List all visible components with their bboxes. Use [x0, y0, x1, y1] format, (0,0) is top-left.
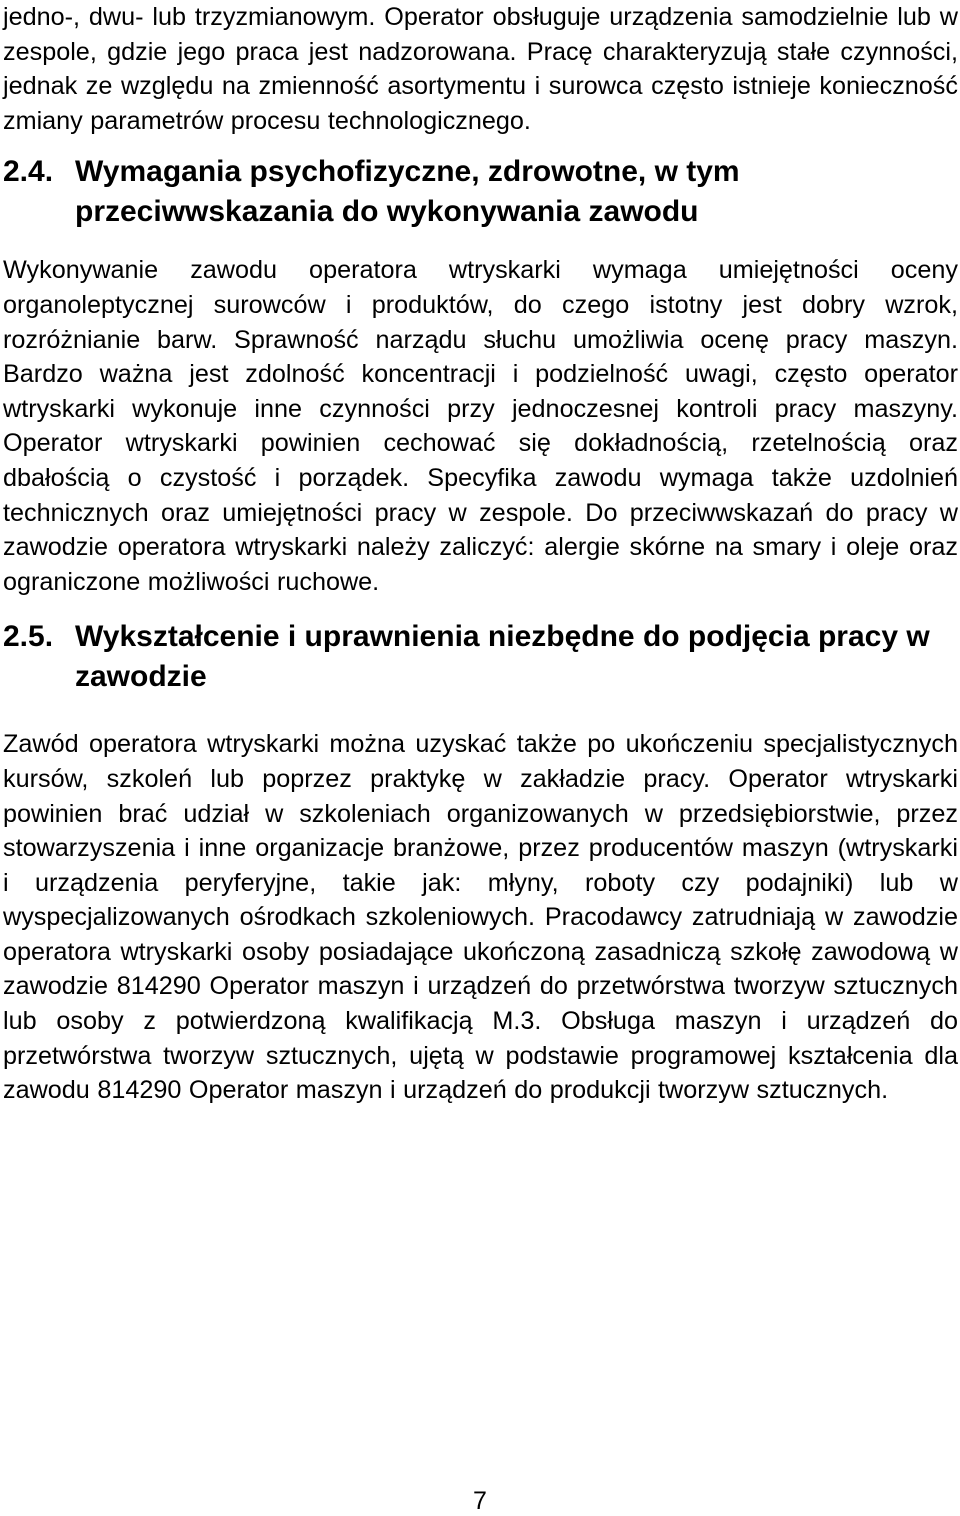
page-number: 7: [473, 1487, 487, 1515]
section-title: Wymagania psychofizyczne, zdrowotne, w tym przeciwwskazania do wykonywania zawodu: [75, 155, 740, 229]
intro-paragraph: jedno-, dwu- lub trzyzmianowym. Operator obsługuje urządzenia samodzielnie lub w zespole, gdzie jego praca jest nadzorowana. Pracę charakteryzują stałe czynności, jednak ze względu na zmienność asortymentu i surowca często istnieje konieczność zmiany parametrów procesu technologicznego.: [3, 3, 958, 135]
section-number: 2.5.: [3, 620, 54, 654]
section-body-2-5: Zawód operatora wtryskarki można uzyskać także po ukończeniu specjalistycznych kursów, szkoleń lub poprzez praktykę w zakładzie pracy. Operator wtryskarki powinien brać udział w szkoleniach organizowanych w przedsiębiorstwie, przez stowarzyszenia i inne organizacje branżowe, przez producentów maszyn (wtryskarki i urządzenia peryferyjne, takie jak: młyny, roboty czy podajniki) lub w wyspecjalizowanych ośrodkach szkoleniowych. Pracodawcy zatrudniają w zawodzie operatora wtryskarki osoby posiadające ukończoną zasadniczą szkołę zawodową w zawodzie 814290 Operator maszyn i urządzeń do przetwórstwa tworzyw sztucznych lub osoby z potwierdzoną kwalifikacją M.3. Obsługa maszyn i urządzeń do przetwórstwa tworzyw sztucznych, ujętą w podstawie programowej kształcenia dla zawodu 814290 Operator maszyn i urządzeń do produkcji tworzyw sztucznych.: [3, 730, 958, 1105]
section-heading-2-4: [3, 152, 958, 232]
section-title: Wykształcenie i uprawnienia niezbędne do podjęcia pracy w zawodzie: [75, 620, 930, 694]
document-page: [3, 0, 958, 1108]
section-number: 2.4.: [3, 155, 54, 189]
section-body-2-4: Wykonywanie zawodu operatora wtryskarki wymaga umiejętności oceny organoleptycznej surowców i produktów, do czego istotny jest dobry wzrok, rozróżnianie barw. Sprawność narządu słuchu umożliwia ocenę pracy maszyn. Bardzo ważna jest zdolność koncentracji i podzielność uwagi, często operator wtryskarki wykonuje inne czynności przy jednoczesnej kontroli pracy maszyny. Operator wtryskarki powinien cechować się dokładnością, rzetelnością oraz dbałością o czystość i porządek. Specyfika zawodu wymaga także uzdolnień technicznych oraz umiejętności pracy w zespole. Do przeciwwskazań do pracy w zawodzie operatora wtryskarki należy zaliczyć: alergie skórne na smary i oleje oraz ograniczone możliwości ruchowe.: [3, 256, 958, 596]
section-heading-2-5: [3, 617, 958, 697]
